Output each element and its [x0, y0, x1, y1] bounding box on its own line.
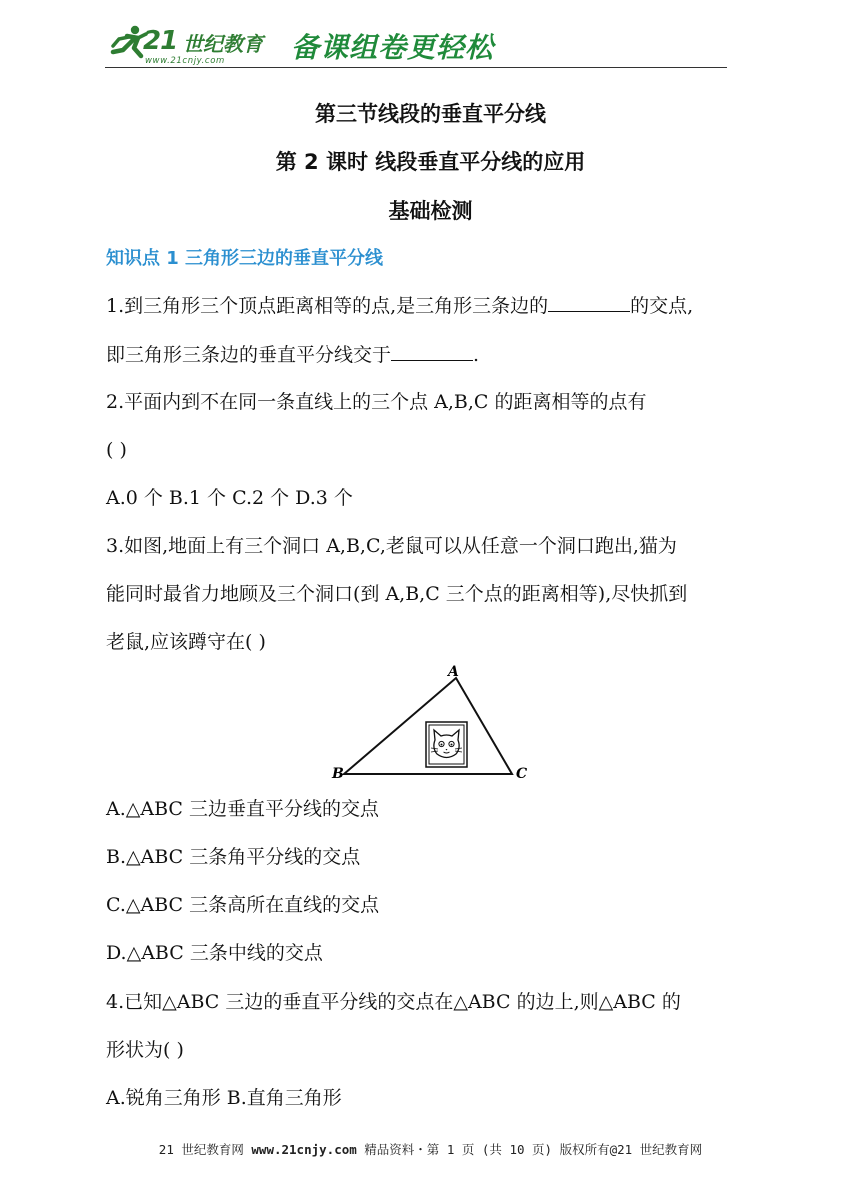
- question-4-line-2: 形状为( ): [106, 1039, 184, 1061]
- question-3-option-b: B.△ABC 三条角平分线的交点: [106, 846, 361, 868]
- question-1-text-b: 的交点,: [630, 295, 694, 317]
- question-3-line-3: 老鼠,应该蹲守在( ): [106, 631, 266, 653]
- header-divider: [105, 67, 727, 68]
- question-1-text-c: 即三角形三条边的垂直平分线交于: [106, 344, 392, 366]
- page-header: [105, 22, 727, 72]
- question-3-option-a: A.△ABC 三边垂直平分线的交点: [106, 798, 379, 820]
- question-3-line-1: 3.如图,地面上有三个洞口 A,B,C,老鼠可以从任意一个洞口跑出,猫为: [106, 535, 677, 557]
- question-1-text-d: .: [473, 344, 480, 366]
- footer-page-info: 精品资料・第 1 页 (共 10 页) 版权所有@21 世纪教育网: [364, 1142, 703, 1157]
- logo-number: 21: [143, 26, 178, 56]
- triangle-figure: [330, 662, 530, 784]
- question-1-line-2: [106, 342, 479, 367]
- section-title: 第三节线段的垂直平分线: [315, 102, 546, 126]
- logo-url: www.21cnjy.com: [145, 56, 225, 66]
- answer-blank: [548, 293, 630, 312]
- knowledge-point-heading: 知识点 1 三角形三边的垂直平分线: [106, 248, 384, 269]
- lesson-title: 第 2 课时 线段垂直平分线的应用: [275, 150, 586, 174]
- question-2-options: A.0 个 B.1 个 C.2 个 D.3 个: [106, 487, 353, 509]
- question-3-line-2: 能同时最省力地顾及三个洞口(到 A,B,C 三个点的距离相等),尽快抓到: [106, 583, 688, 605]
- page-footer: [0, 1140, 861, 1158]
- question-1-text-a: 1.到三角形三个顶点距离相等的点,是三角形三条边的: [106, 295, 549, 317]
- footer-site-name: 21 世纪教育网: [158, 1142, 244, 1157]
- cat-icon: [426, 722, 467, 767]
- header-slogan: 备课组卷更轻松: [291, 31, 495, 64]
- label-c: C: [516, 766, 528, 782]
- question-2-line-2: ( ): [106, 439, 127, 461]
- label-b: B: [332, 766, 344, 782]
- question-1-line-1: [106, 293, 693, 318]
- label-a: A: [448, 664, 459, 680]
- question-3-option-c: C.△ABC 三条高所在直线的交点: [106, 894, 380, 916]
- question-4-line-1: 4.已知△ABC 三边的垂直平分线的交点在△ABC 的边上,则△ABC 的: [106, 991, 681, 1013]
- logo-text: 世纪教育: [183, 32, 263, 56]
- part-title: 基础检测: [388, 199, 473, 223]
- question-3-option-d: D.△ABC 三条中线的交点: [106, 942, 323, 964]
- answer-blank: [391, 342, 473, 361]
- question-2-line-1: 2.平面内到不在同一条直线上的三个点 A,B,C 的距离相等的点有: [106, 391, 647, 413]
- question-4-options: A.锐角三角形 B.直角三角形: [106, 1087, 342, 1109]
- footer-url[interactable]: www.21cnjy.com: [251, 1142, 357, 1157]
